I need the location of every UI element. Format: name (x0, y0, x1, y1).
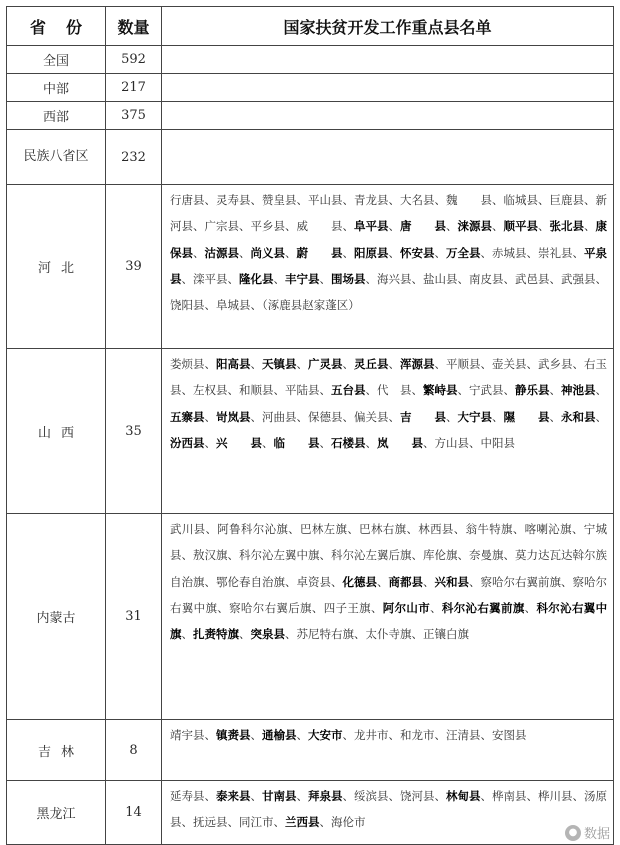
county-name: 绥滨县 (354, 789, 389, 803)
separator: 、 (250, 728, 262, 742)
county-name: 拜泉县 (308, 789, 343, 803)
county-name: 涞源县 (457, 219, 492, 234)
separator: 、 (549, 271, 561, 286)
separator: 、 (273, 271, 285, 286)
separator: 、 (584, 219, 596, 234)
county-name: 饶阳县 (170, 298, 205, 313)
separator: 、 (227, 815, 239, 830)
county-name: 和龙市 (400, 728, 435, 742)
county-name: 武强县 (561, 271, 596, 286)
separator: 、 (370, 600, 383, 615)
county-name: 临城县 (503, 193, 538, 207)
count-cell: 8 (106, 720, 162, 781)
separator: 、 (342, 789, 354, 803)
separator: 、 (250, 789, 262, 803)
county-name: 奈曼旗 (469, 548, 504, 563)
county-name: 河曲县 (262, 409, 297, 424)
separator: 、 (572, 357, 584, 371)
separator: 、 (204, 193, 216, 207)
province-cell: 西部 (7, 102, 106, 130)
county-name: 汾西县 (170, 435, 205, 450)
county-name: 敖汉旗 (193, 548, 228, 563)
separator: 、 (262, 435, 274, 450)
separator: 、 (512, 522, 525, 536)
county-name: 南皮县 (469, 271, 504, 286)
county-list (162, 781, 614, 845)
header-count: 数量 (106, 7, 162, 46)
county-name: 泰来县 (216, 789, 251, 803)
county-name: 抚远县 (193, 815, 228, 830)
separator: 、 (492, 219, 504, 234)
separator: 、 (411, 271, 423, 286)
county-name: 翁牛特旗 (465, 522, 513, 536)
county-name: 卓资县 (296, 574, 331, 589)
province-cell: 全国 (7, 46, 106, 74)
county-name: 同江市 (239, 815, 274, 830)
county-name: 怀安县 (400, 245, 435, 260)
county-name: 灵寿县 (216, 193, 251, 207)
county-name: 林甸县 (446, 789, 481, 803)
county-name: 大安市 (308, 728, 343, 742)
separator: 、 (296, 193, 308, 207)
county-name: 宁武县 (469, 383, 504, 398)
separator: 、 (250, 193, 262, 207)
county-name: 林西县 (418, 522, 454, 536)
separator: 、 (227, 383, 239, 398)
separator: 、 (204, 298, 216, 313)
county-name: 察哈尔右翼前旗 (480, 574, 561, 589)
province-cell: 黑龙江 (7, 781, 106, 845)
separator: 、 (388, 193, 400, 207)
county-name: 武乡县 (538, 357, 573, 371)
county-name: 崇礼县 (538, 245, 573, 260)
county-name: 临 县 (273, 435, 320, 450)
county-name: 张北县 (549, 219, 584, 234)
separator: 、 (342, 357, 354, 371)
separator: 、 (524, 600, 537, 615)
separator: 、 (342, 219, 354, 234)
county-name: 广灵县 (308, 357, 343, 371)
separator: 、 (296, 357, 308, 371)
header-list: 国家扶贫开发工作重点县名单 (162, 7, 614, 46)
separator: 、 (411, 383, 423, 398)
separator: 、 (434, 245, 446, 260)
list-cell-empty (162, 46, 614, 74)
separator: 、 (239, 245, 251, 260)
county-name: 察哈尔右翼后旗 (229, 600, 312, 615)
separator: 、 (480, 245, 492, 260)
county-name: 广宗县 (204, 219, 239, 234)
county-name: 灵丘县 (354, 357, 389, 371)
county-name: 围场县 (331, 271, 366, 286)
separator: 、 (503, 548, 515, 563)
separator: 、 (434, 728, 446, 742)
county-name: 莫力达瓦达斡尔族自治旗 (170, 548, 607, 589)
separator: 、 (273, 815, 285, 830)
county-name: 延寿县 (170, 789, 205, 803)
separator: 、 (239, 219, 251, 234)
separator: 、 (204, 789, 216, 803)
separator: 、 (480, 728, 492, 742)
separator: 、 (480, 357, 492, 371)
county-name: 阜平县 (354, 219, 389, 234)
separator: 、 (388, 728, 400, 742)
province-row-hebei (7, 185, 614, 349)
county-name: 四子王旗 (323, 600, 371, 615)
county-name: 唐 县 (400, 219, 446, 234)
county-name: 太仆寺旗 (365, 627, 412, 642)
county-name: 化德县 (342, 574, 377, 589)
separator: 、 (388, 357, 400, 371)
county-name: 兴 县 (216, 435, 262, 450)
county-name: 喀喇沁旗 (524, 522, 572, 536)
county-name: 壶关县 (492, 357, 527, 371)
separator: 、 (434, 789, 446, 803)
separator: 、 (423, 574, 435, 589)
county-name: 盐山县 (423, 271, 458, 286)
separator: 、 (549, 383, 561, 398)
separator: 、 (377, 574, 389, 589)
county-name: 尚义县 (250, 245, 285, 260)
county-name: 平陆县 (285, 383, 320, 398)
separator: 、 (285, 219, 297, 234)
county-name: 石楼县 (331, 435, 366, 450)
separator: 、 (250, 298, 262, 313)
county-name: 左权县 (193, 383, 228, 398)
county-name: 永和县 (561, 409, 596, 424)
separator: 、 (388, 409, 400, 424)
county-name: 赞皇县 (262, 193, 297, 207)
county-name: 武川县 (170, 522, 206, 536)
county-name: 魏 县 (446, 193, 492, 207)
separator: 、 (331, 574, 343, 589)
county-name: 平山县 (308, 193, 343, 207)
separator: 、 (204, 409, 216, 424)
wechat-icon: ● (565, 825, 581, 841)
separator: 、 (296, 728, 308, 742)
count-cell: 14 (106, 781, 162, 845)
county-list (162, 720, 614, 781)
county-name: 康保县 (170, 219, 607, 260)
header-province: 省份 (7, 7, 106, 46)
separator: 、 (446, 219, 458, 234)
separator: 、 (319, 383, 331, 398)
separator: 、 (193, 219, 205, 234)
separator: 、 (250, 357, 262, 371)
separator: 、 (181, 815, 193, 830)
separator: 、 (388, 789, 400, 803)
county-name: 代 县 (377, 383, 412, 398)
county-name: 突泉县 (250, 627, 285, 642)
county-name: 行唐县 (170, 193, 205, 207)
county-name: 岚 县 (377, 435, 423, 450)
county-name: 赤城县 (492, 245, 527, 260)
separator: 、 (365, 271, 377, 286)
separator: 、 (411, 627, 423, 642)
county-name: 桦南县 (492, 789, 527, 803)
summary-row-national (7, 46, 614, 74)
separator: 、 (227, 548, 239, 563)
separator: 、 (296, 789, 308, 803)
separator: 、 (388, 219, 400, 234)
county-name: 沽源县 (204, 245, 239, 260)
separator: 、 (296, 409, 308, 424)
county-name: 滦平县 (193, 271, 228, 286)
county-name: 静乐县 (515, 383, 550, 398)
county-name: 和顺县 (239, 383, 274, 398)
county-name: 大宁县 (457, 409, 492, 424)
count-cell: 31 (106, 514, 162, 720)
county-name: 海伦市 (331, 815, 366, 830)
county-name: 武邑县 (515, 271, 550, 286)
county-name: 偏关县 (354, 409, 389, 424)
county-name: 丰宁县 (285, 271, 320, 286)
county-name: 阳高县 (216, 357, 251, 371)
county-name: 饶河县 (400, 789, 435, 803)
county-name: 科尔沁右翼中旗 (170, 600, 608, 642)
separator: 、 (285, 245, 297, 260)
separator: 、 (469, 574, 481, 589)
separator: 、 (480, 789, 492, 803)
separator: 、 (365, 383, 377, 398)
separator: 、 (288, 522, 301, 536)
county-note: （涿鹿县赵家蓬区） (262, 298, 360, 313)
county-name: 正镶白旗 (423, 627, 469, 642)
county-list (162, 185, 614, 349)
separator: 、 (354, 627, 366, 642)
separator: 、 (273, 383, 285, 398)
county-name: 扎赉特旗 (193, 627, 239, 642)
list-cell-empty (162, 102, 614, 130)
summary-row-central (7, 74, 614, 102)
separator: 、 (549, 409, 561, 424)
county-name: 镇赉县 (216, 728, 251, 742)
separator: 、 (430, 600, 442, 615)
county-name: 科尔沁左翼后旗 (331, 548, 412, 563)
county-list (162, 349, 614, 514)
county-name: 科尔沁右翼前旗 (441, 600, 525, 615)
province-cell: 河北 (7, 185, 106, 349)
province-row-shanxi (7, 349, 614, 514)
count-cell: 232 (106, 130, 162, 185)
county-name: 神池县 (561, 383, 596, 398)
county-name: 阜城县 (216, 298, 251, 313)
county-name: 巴林右旗 (359, 522, 407, 536)
county-name: 苏尼特右旗 (296, 627, 354, 642)
province-row-inner-mongolia (7, 514, 614, 720)
county-name: 商都县 (388, 574, 423, 589)
summary-row-ethnic (7, 130, 614, 185)
separator: 、 (204, 574, 216, 589)
county-name: 天镇县 (262, 357, 297, 371)
separator: 、 (406, 522, 419, 536)
county-name: 平乡县 (250, 219, 285, 234)
county-list (162, 514, 614, 720)
county-name: 隆化县 (239, 271, 274, 286)
province-row-heilongjiang (7, 781, 614, 845)
county-name: 顺平县 (503, 219, 538, 234)
separator: 、 (503, 383, 515, 398)
separator: 、 (285, 627, 297, 642)
county-name: 浑源县 (400, 357, 435, 371)
county-name: 大名县 (400, 193, 435, 207)
county-name: 阿鲁科尔沁旗 (217, 522, 289, 536)
county-name: 兰西县 (285, 815, 320, 830)
separator: 、 (342, 409, 354, 424)
province-row-jilin (7, 720, 614, 781)
separator: 、 (561, 574, 573, 589)
province-cell: 山西 (7, 349, 106, 514)
county-name: 察哈尔右翼中旗 (170, 574, 607, 615)
county-name: 汤原县 (170, 789, 607, 830)
separator: 、 (347, 522, 360, 536)
separator: 、 (227, 271, 239, 286)
county-name: 桦川县 (538, 789, 573, 803)
separator: 、 (538, 219, 550, 234)
separator: 、 (595, 271, 607, 286)
separator: 、 (571, 522, 584, 536)
separator: 、 (181, 271, 193, 286)
separator: 、 (388, 245, 400, 260)
separator: 、 (181, 548, 193, 563)
list-cell-empty (162, 74, 614, 102)
separator: 、 (319, 271, 331, 286)
count-cell: 375 (106, 102, 162, 130)
separator: 、 (434, 193, 446, 207)
county-name: 五台县 (331, 383, 366, 398)
separator: 、 (319, 435, 331, 450)
header-row (7, 7, 614, 46)
county-name: 蔚 县 (296, 245, 343, 260)
county-name: 鄂伦春自治旗 (216, 574, 285, 589)
separator: 、 (457, 383, 469, 398)
separator: 、 (411, 548, 423, 563)
county-name: 威 县 (296, 219, 343, 234)
county-name: 安图县 (492, 728, 527, 742)
separator: 、 (204, 435, 216, 450)
county-name: 中阳县 (480, 435, 515, 450)
county-name: 吉 县 (400, 409, 446, 424)
separator: 、 (469, 435, 481, 450)
county-name: 繁峙县 (423, 383, 458, 398)
county-name: 巨鹿县 (549, 193, 584, 207)
separator: 、 (492, 409, 504, 424)
county-name: 青龙县 (354, 193, 389, 207)
county-name: 宁城县 (170, 522, 608, 563)
watermark (565, 823, 610, 842)
separator: 、 (342, 193, 354, 207)
province-cell: 吉林 (7, 720, 106, 781)
county-name: 库伦旗 (423, 548, 458, 563)
county-table (6, 6, 614, 845)
separator: 、 (526, 245, 538, 260)
count-cell: 592 (106, 46, 162, 74)
separator: 、 (457, 271, 469, 286)
count-cell: 35 (106, 349, 162, 514)
county-name: 靖宇县 (170, 728, 205, 742)
watermark-text: 数据 (583, 827, 610, 842)
separator: 、 (193, 245, 205, 260)
county-name: 娄烦县 (170, 357, 205, 371)
county-name: 阳原县 (354, 245, 389, 260)
county-name: 龙井市 (354, 728, 389, 742)
separator: 、 (538, 193, 550, 207)
separator: 、 (205, 522, 218, 536)
county-name: 汪清县 (446, 728, 481, 742)
separator: 、 (342, 245, 354, 260)
county-name: 方山县 (434, 435, 469, 450)
separator: 、 (446, 409, 458, 424)
county-name: 海兴县 (377, 271, 412, 286)
separator: 、 (423, 435, 435, 450)
separator: 、 (204, 357, 216, 371)
separator: 、 (250, 409, 262, 424)
separator: 、 (342, 728, 354, 742)
county-name: 平泉县 (170, 245, 607, 286)
separator: 、 (319, 815, 331, 830)
separator: 、 (492, 193, 504, 207)
count-cell: 217 (106, 74, 162, 102)
province-cell: 内蒙古 (7, 514, 106, 720)
separator: 、 (181, 383, 193, 398)
separator: 、 (239, 627, 251, 642)
county-name: 隰 县 (503, 409, 550, 424)
county-name: 新河县 (170, 193, 607, 234)
separator: 、 (584, 193, 596, 207)
separator: 、 (204, 728, 216, 742)
separator: 、 (526, 789, 538, 803)
province-cell: 中部 (7, 74, 106, 102)
county-name: 五寨县 (170, 409, 205, 424)
separator: 、 (434, 357, 446, 371)
separator: 、 (311, 600, 324, 615)
separator: 、 (572, 789, 584, 803)
separator: 、 (365, 435, 377, 450)
county-name: 科尔沁左翼中旗 (239, 548, 320, 563)
separator: 、 (503, 271, 515, 286)
county-name: 平顺县 (446, 357, 481, 371)
county-name: 保德县 (308, 409, 343, 424)
separator: 、 (526, 357, 538, 371)
county-name: 岢岚县 (216, 409, 251, 424)
county-name: 兴和县 (434, 574, 469, 589)
count-cell: 39 (106, 185, 162, 349)
separator: 、 (572, 245, 584, 260)
county-name: 万全县 (446, 245, 481, 260)
separator: 、 (457, 548, 469, 563)
separator: 、 (453, 522, 466, 536)
summary-row-western (7, 102, 614, 130)
county-name: 右玉县 (170, 357, 607, 398)
separator: 、 (181, 627, 193, 642)
list-cell-empty (162, 130, 614, 185)
separator: 、 (595, 383, 607, 398)
separator: 、 (595, 409, 607, 424)
county-name: 巴林左旗 (300, 522, 348, 536)
province-cell: 民族八省区 (7, 130, 106, 185)
separator: 、 (285, 574, 297, 589)
separator: 、 (217, 600, 230, 615)
separator: 、 (319, 548, 331, 563)
county-name: 通榆县 (262, 728, 297, 742)
county-name: 甘南县 (262, 789, 297, 803)
county-name: 阿尔山市 (382, 600, 431, 615)
